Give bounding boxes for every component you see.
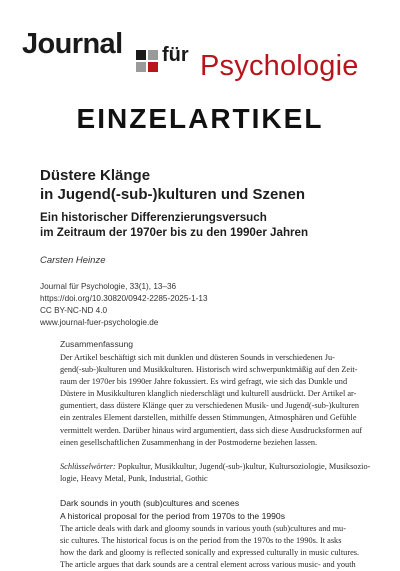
masthead-psychologie-word: Psychologie (200, 50, 359, 82)
abstract-en-line: The article argues that dark sounds are a central element across various music- and youth (60, 560, 356, 570)
abstract-en-text (60, 523, 370, 571)
keywords-line-1 (60, 461, 370, 473)
masthead-squares-logo (136, 50, 158, 72)
abstract-de-line: gumentiert, dass düstere Klänge quer zu verschiedenen Musik- und Jugend(-sub-)kulturen (60, 401, 360, 411)
abstract-de-line: Düstere in Musikkulturen klanglich niederschlägt und kulturell ausdrückt. Der Artikel ar- (60, 389, 357, 399)
license-line: CC BY-NC-ND 4.0 (40, 306, 108, 315)
abstract-en-line: sic cultures. The historical focus is on the period from the 1970s to the 1990s. It asks (60, 536, 342, 546)
article-title-line-1: Düstere Klänge (40, 167, 151, 184)
logo-square-grey-1 (148, 50, 158, 60)
abstract-en-title: Dark sounds in youth (sub)cultures and scenes (60, 498, 240, 508)
article-kind-heading: EINZELARTIKEL (76, 103, 324, 134)
keywords-label: Schlüsselwörter: (60, 462, 116, 471)
article-subtitle (40, 210, 385, 240)
masthead-journal-word: Journal (22, 28, 123, 60)
article-subtitle-line-2: im Zeitraum der 1970er bis zu den 1990er Jahren (40, 226, 309, 239)
logo-square-grey-2 (136, 62, 146, 72)
citation-line: Journal für Psychologie, 33(1), 13–36 (40, 282, 177, 291)
journal-masthead (22, 28, 387, 84)
logo-square-red (148, 62, 158, 72)
keywords-block (60, 461, 370, 485)
article-title-line-2: in Jugend(-sub-)kulturen und Szenen (40, 186, 305, 203)
article-metadata (40, 281, 208, 329)
masthead-fuer-word: für (162, 44, 189, 66)
keywords-text-2: logie, Heavy Metal, Punk, Industrial, Gothic (60, 474, 208, 484)
abstract-de-line: gend(-sub-)kulturen und Musikkulturen. Historisch wird schwerpunktmäßig auf den Zeit- (60, 365, 358, 375)
abstract-en-heading (60, 497, 285, 522)
abstract-en-line: how the dark and gloomy is reflected sonically and expressed culturally in music cultures. (60, 548, 360, 558)
article-subtitle-line-1: Ein historischer Differenzierungsversuch (40, 211, 267, 224)
logo-square-black (136, 50, 146, 60)
abstract-en-subtitle: A historical proposal for the period from 1970s to the 1990s (60, 510, 286, 521)
abstract-en-line: The article deals with dark and gloomy sounds in various youth (sub)cultures and mu- (60, 524, 346, 533)
abstract-de-line: vermittelt werden. Darüber hinaus wird argumentiert, dass sich diese Ausdrucksformen auf (60, 425, 363, 435)
abstract-de-line: raum der 1970er bis 1990er Jahre fokussiert. Es wird gefragt, wie sich das Dunkle und (60, 377, 348, 387)
article-author: Carsten Heinze (40, 255, 106, 266)
abstract-de-line: ein zentrales Element darstellen, mithilfe dessen Stimmungen, Atmosphären und Gefühle (60, 413, 357, 423)
abstract-de-line: einen gesellschaftlichen Zusammenhang in der Postmoderne beziehen lassen. (60, 437, 318, 447)
abstract-de-text (60, 352, 370, 449)
doi-link[interactable]: https://doi.org/10.30820/0942-2285-2025-1-13 (40, 294, 208, 303)
abstract-de-heading: Zusammenfassung (60, 339, 134, 349)
keywords-text-1: Popkultur, Musikkultur, Jugend(-sub-)kultur, Kultursoziologie, Musiksozio- (115, 462, 371, 471)
article-title (40, 166, 380, 204)
website-link[interactable]: www.journal-fuer-psychologie.de (40, 318, 159, 327)
abstract-de-line: Der Artikel beschäftigt sich mit dunklen und düsteren Sounds in verschiedenen Ju- (60, 353, 335, 362)
